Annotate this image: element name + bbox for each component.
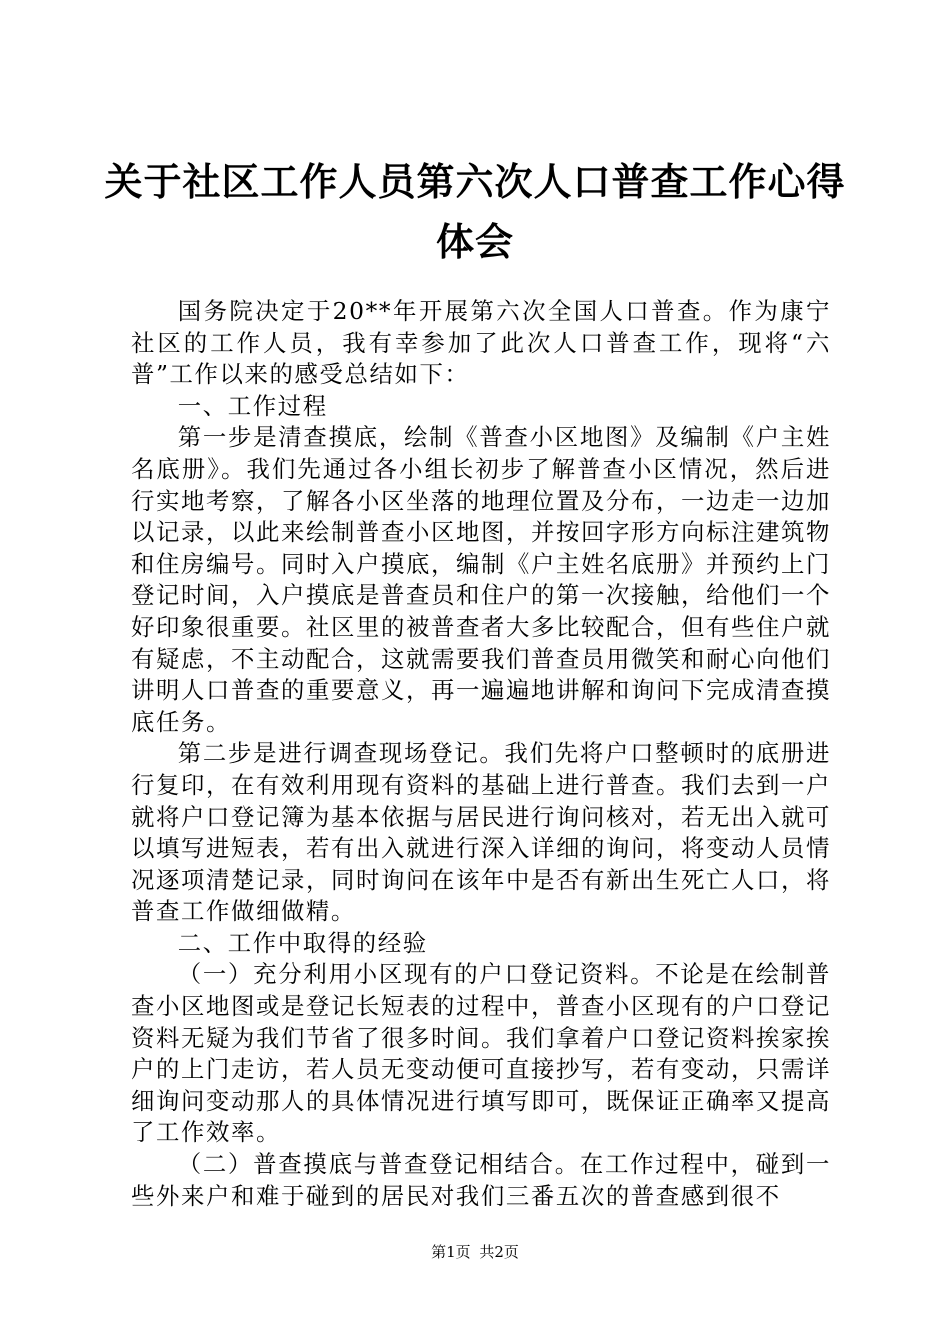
page-number-footer: 第1页 共2页 — [431, 1243, 519, 1261]
paragraph-experience-one: （一）充分利用小区现有的户口登记资料。不论是在绘制普查小区地图或是登记长短表的过程中，普查小区现有的户口登记资料无疑为我们节省了很多时间。我们拿着户口登记资料挨家挨户的上门走访，若人员无变动便可直接抄写，若有变动，只需详细询问变动那人的具体情况进行填写即可，既保证正确率又提高了工作效率。 — [131, 960, 831, 1147]
paragraph-step-two: 第二步是进行调查现场登记。我们先将户口整顿时的底册进行复印，在有效利用现有资料的基础上进行普查。我们去到一户就将户口登记簿为基本依据与居民进行询问核对，若无出入就可以填写进短表，若有出入就进行深入详细的询问，将变动人员情况逐项清楚记录，同时询问在该年中是否有新出生死亡人口，将普查工作做细做精。 — [131, 739, 831, 926]
document-body — [131, 296, 831, 1212]
paragraph-step-one: 第一步是清查摸底，绘制《普查小区地图》及编制《户主姓名底册》。我们先通过各小组长初步了解普查小区情况，然后进行实地考察，了解各小区坐落的地理位置及分布，一边走一边加以记录，以此来绘制普查小区地图，并按回字形方向标注建筑物和住房编号。同时入户摸底，编制《户主姓名底册》并预约上门登记时间，入户摸底是普查员和住户的第一次接触，给他们一个好印象很重要。社区里的被普查者大多比较配合，但有些住户就有疑虑，不主动配合，这就需要我们普查员用微笑和耐心向他们讲明人口普查的重要意义，再一遍遍地讲解和询问下完成清查摸底任务。 — [131, 423, 831, 736]
section-heading-work-process: 一、工作过程 — [177, 391, 328, 420]
document-title: 关于社区工作人员第六次人口普查工作心得体会 — [104, 159, 846, 264]
intro-paragraph: 国务院决定于20**年开展第六次全国人口普查。作为康宁社区的工作人员，我有幸参加了此次人口普查工作，现将“六普”工作以来的感受总结如下： — [131, 297, 831, 389]
paragraph-experience-two: （二）普查摸底与普查登记相结合。在工作过程中，碰到一些外来户和难于碰到的居民对我们三番五次的普查感到很不 — [131, 1150, 831, 1210]
section-heading-experience: 二、工作中取得的经验 — [177, 928, 428, 957]
